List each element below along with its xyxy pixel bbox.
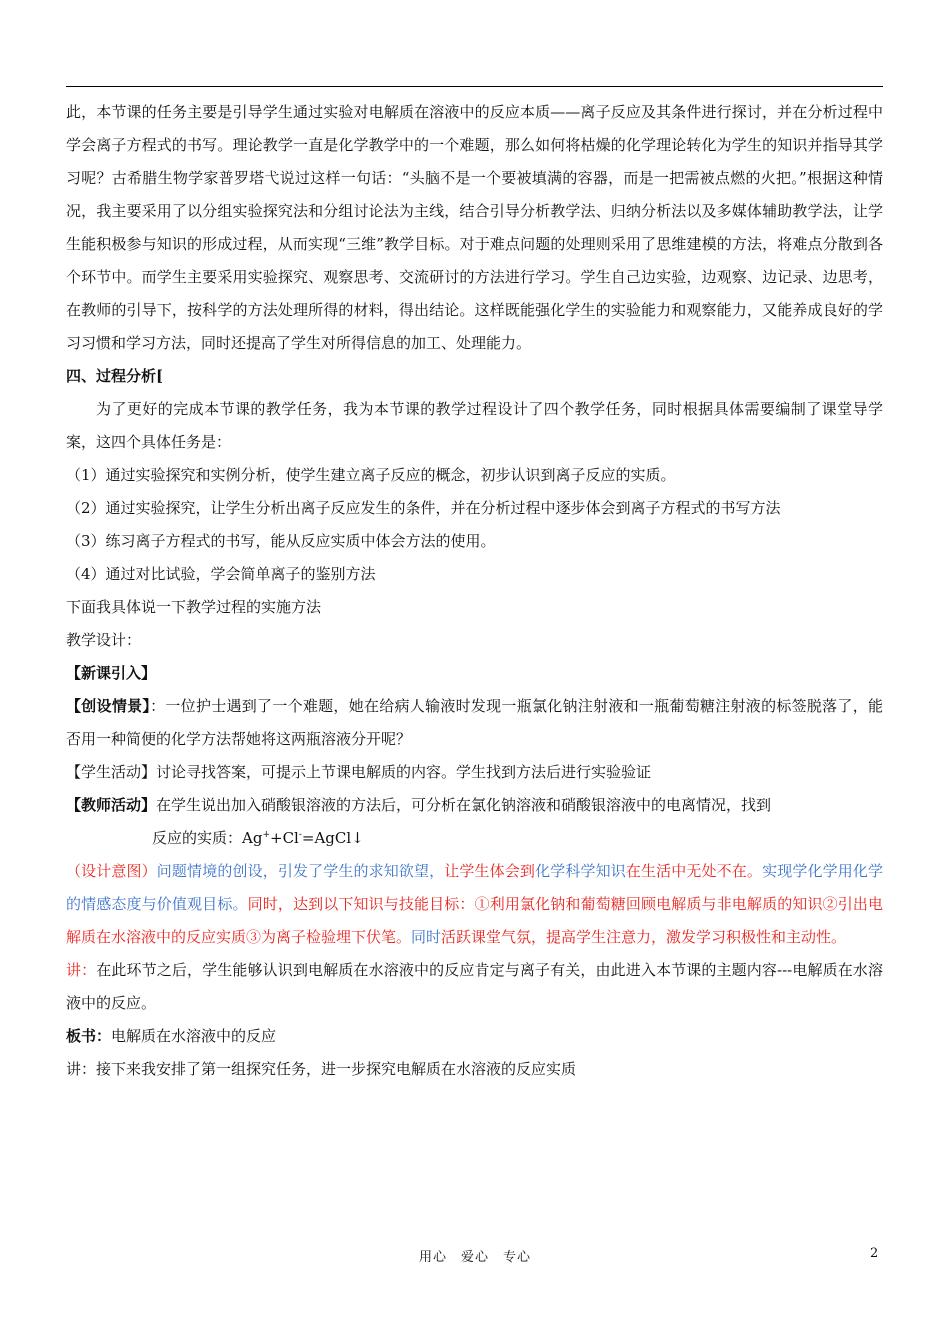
design-intent-seg-4: 化学科学知识 [535, 862, 626, 880]
lecture-line-2: 讲：接下来我安排了第一组探究任务，进一步探究电解质在水溶液的反应实质 [66, 1060, 577, 1078]
scenario-label: 【创设情景】 [66, 697, 151, 715]
task-item-2: （2）通过实验探究，让学生分析出离子反应发生的条件，并在分析过程中逐步体会到离子方程式的书写方法 [66, 499, 781, 517]
footer-motto: 用心 爱心 专心 [418, 1250, 531, 1265]
board-line [66, 1020, 883, 1053]
reaction-product: =AgCl↓ [301, 829, 364, 847]
student-activity-label: 【学生活动】 [66, 763, 157, 781]
design-intent-paragraph [66, 855, 883, 954]
page-number: 2 [870, 1246, 879, 1261]
design-intent-seg-2: 问题情境的创设，引发了学生的求知欲望， [156, 862, 445, 880]
header-rule [66, 86, 883, 87]
design-intent-seg-6: 实现学化学用化学的情感态度与价值观目标。 [66, 862, 883, 913]
reaction-ag: Ag [242, 829, 263, 847]
reaction-ag-charge: + [262, 830, 270, 840]
board-text: 电解质在水溶液中的反应 [111, 1027, 277, 1045]
reaction-equation-line [66, 822, 883, 855]
student-activity-line [66, 756, 883, 789]
page-body [66, 96, 883, 1086]
design-label: 教学设计： [66, 631, 142, 649]
reaction-cl: Cl [282, 829, 299, 847]
process-intro-paragraph: 为了更好的完成本节课的教学任务，我为本节课的教学过程设计了四个教学任务，同时根据具体需要编制了课堂导学案，这四个具体任务是： [66, 400, 883, 451]
teacher-activity-line [66, 789, 883, 822]
new-lesson-heading: 【新课引入】 [66, 664, 157, 682]
student-activity-text: 讨论寻找答案，可提示上节课电解质的内容。学生找到方法后进行实验验证 [156, 763, 652, 781]
reaction-plus: + [270, 829, 283, 847]
design-intent-seg-7: 同时，达到以下知识与技能目标：①利用氯化钠和葡萄糖回顾电解质与非电解质的知识②引出电解质在水溶液中的反应实质③为离子检验埋下伏笔。 [66, 895, 883, 946]
lecture-label: 讲： [66, 961, 97, 979]
intro-paragraph: 此，本节课的任务主要是引导学生通过实验对电解质在溶液中的反应本质——离子反应及其条件进行探讨，并在分析过程中学会离子方程式的书写。理论教学一直是化学教学中的一个难题，那么如何将枯燥的化学理论转化为学生的知识并指导其学习呢？古希腊生物学家普罗塔弋说过这样一句话：“头脑不是一个要被填满的容器，而是一把需被点燃的火把。”根据这种情况，我主要采用了以分组实验探究法和分组讨论法为主线，结合引导分析教学法、归纳分析法以及多媒体辅助教学法，让学生能积极参与知识的形成过程，从而实现“三维”教学目标。对于难点问题的处理则采用了思维建模的方法，将难点分散到各个环节中。而学生主要采用实验探究、观察思考、交流研讨的方法进行学习。学生自己边实验，边观察、边记录、边思考，在教师的引导下，按科学的方法处理所得的材料，得出结论。这样既能强化学生的实验能力和观察能力，又能养成良好的学习习惯和学习方法，同时还提高了学生对所得信息的加工、处理能力。 [66, 103, 883, 352]
scenario-paragraph [66, 690, 883, 756]
design-intent-seg-5: 在生活中无处不在。 [625, 862, 763, 880]
design-intent-seg-9: 活跃课堂气氛，提高学生注意力，激发学习积极性和主动性。 [441, 928, 847, 946]
section-heading: 四、过程分析[ [66, 367, 164, 385]
reaction-prefix: 反应的实质： [152, 829, 243, 847]
teacher-activity-text: 在学生说出加入硝酸银溶液的方法后，可分析在氯化钠溶液和硝酸银溶液中的电离情况，找到 [156, 796, 772, 814]
teacher-activity-label: 【教师活动】 [66, 796, 157, 814]
task-item-4: （4）通过对比试验，学会简单离子的鉴别方法 [66, 565, 376, 583]
lecture-paragraph-1 [66, 954, 883, 1020]
lecture-text: 在此环节之后，学生能够认识到电解质在水溶液中的反应肯定与离子有关，由此进入本节课的主题内容---电解质在水溶液中的反应。 [66, 961, 883, 1012]
design-intent-label: （设计意图） [66, 862, 157, 880]
implementation-line: 下面我具体说一下教学过程的实施方法 [66, 598, 322, 616]
design-intent-seg-8: 同时 [411, 928, 442, 946]
board-label: 板书： [66, 1027, 112, 1045]
task-item-1: （1）通过实验探究和实例分析，使学生建立离子反应的概念，初步认识到离子反应的实质。 [66, 466, 676, 484]
scenario-text: ：一位护士遇到了一个难题，她在给病人输液时发现一瓶氯化钠注射液和一瓶葡萄糖注射液的标签脱落了，能否用一种简便的化学方法帮她将这两瓶溶液分开呢？ [66, 697, 883, 748]
reaction-cl-charge: - [298, 830, 302, 840]
task-item-3: （3）练习离子方程式的书写，能从反应实质中体会方法的使用。 [66, 532, 496, 550]
design-intent-seg-3: 让学生体会到 [444, 862, 536, 880]
